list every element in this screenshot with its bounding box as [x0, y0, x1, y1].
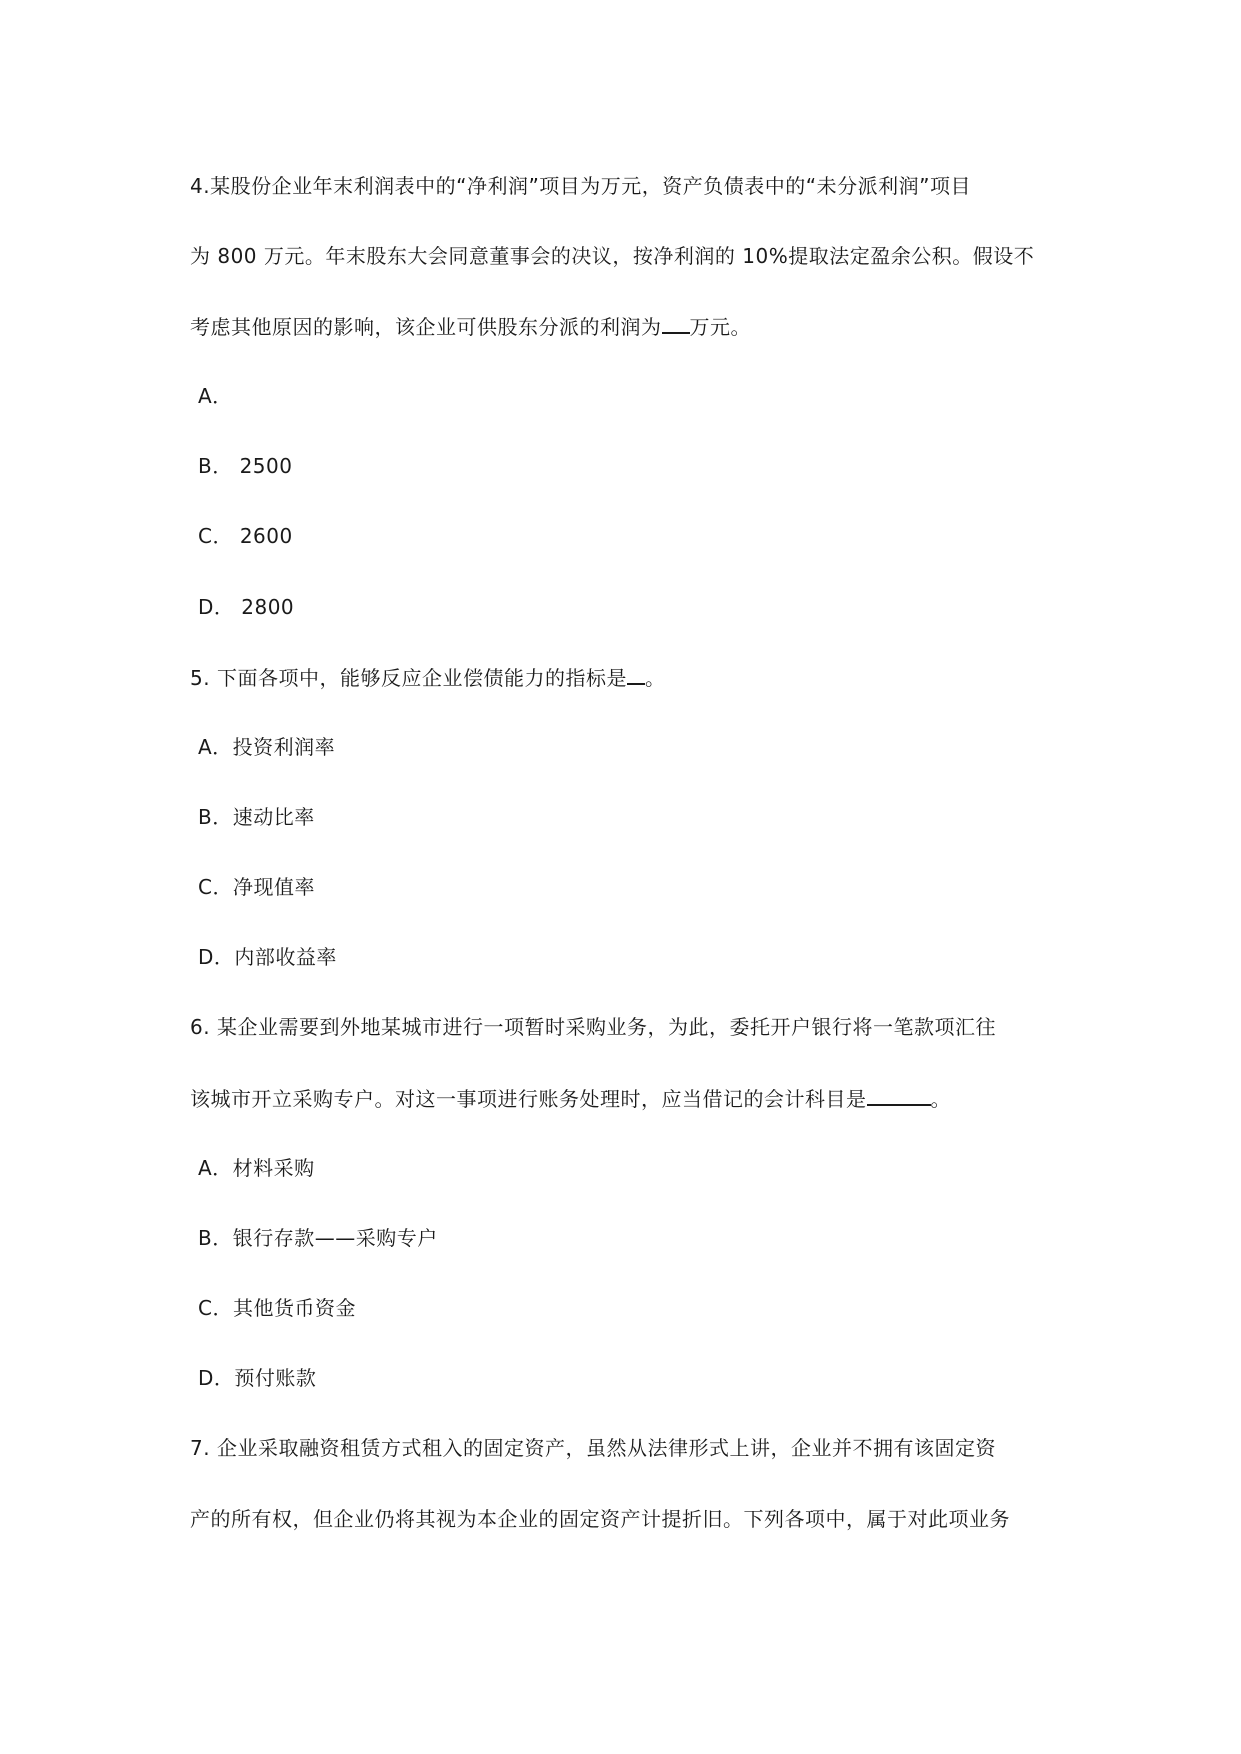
q4-option-b: B． 2500 [198, 454, 293, 478]
q5-option-b: B．速动比率 [198, 805, 315, 829]
q4-line-2: 为 800 万元。年末股东大会同意董事会的决议，按净利润的 10%提取法定盈余公积。假设不 [190, 244, 1035, 268]
q6-option-c: C．其他货币资金 [198, 1296, 356, 1320]
q4-line-3-end: 万元。 [689, 315, 751, 339]
q7-line-1: 7. 企业采取融资租赁方式租入的固定资产，虽然从法律形式上讲，企业并不拥有该固定资 [190, 1436, 996, 1460]
q4-line-3 [190, 312, 751, 341]
q6-option-a: A．材料采购 [198, 1156, 315, 1180]
answer-blank [627, 663, 645, 685]
q5-line-1-end: 。 [644, 666, 666, 690]
answer-blank [867, 1084, 931, 1106]
q4-option-c: C． 2600 [198, 524, 293, 548]
q5-option-c: C．净现值率 [198, 875, 315, 899]
q5-line-1-text: 5. 下面各项中，能够反应企业偿债能力的指标是 [190, 666, 627, 690]
answer-blank [662, 312, 690, 334]
q6-line-2-text: 该城市开立采购专户。对这一事项进行账务处理时，应当借记的会计科目是 [190, 1087, 867, 1111]
q6-option-b: B．银行存款——采购专户 [198, 1226, 438, 1250]
q4-line-3-text: 考虑其他原因的影响，该企业可供股东分派的利润为 [190, 315, 662, 339]
q6-line-2 [190, 1084, 951, 1113]
q4-option-a: A． [198, 384, 233, 408]
q6-line-2-end: 。 [930, 1087, 951, 1111]
q4-line-1: 4.某股份企业年末利润表中的“净利润”项目为万元，资产负债表中的“未分派利润”项目 [190, 174, 972, 198]
q7-line-2: 产的所有权，但企业仍将其视为本企业的固定资产计提折旧。下列各项中，属于对此项业务 [190, 1507, 1010, 1531]
q6-option-d: D．预付账款 [198, 1366, 317, 1390]
q4-option-d: D． 2800 [198, 595, 295, 619]
q5-line-1 [190, 663, 665, 692]
q5-option-d: D．内部收益率 [198, 945, 337, 969]
q6-line-1: 6. 某企业需要到外地某城市进行一项暂时采购业务，为此，委托开户银行将一笔款项汇往 [190, 1015, 996, 1039]
q5-option-a: A．投资利润率 [198, 735, 336, 759]
